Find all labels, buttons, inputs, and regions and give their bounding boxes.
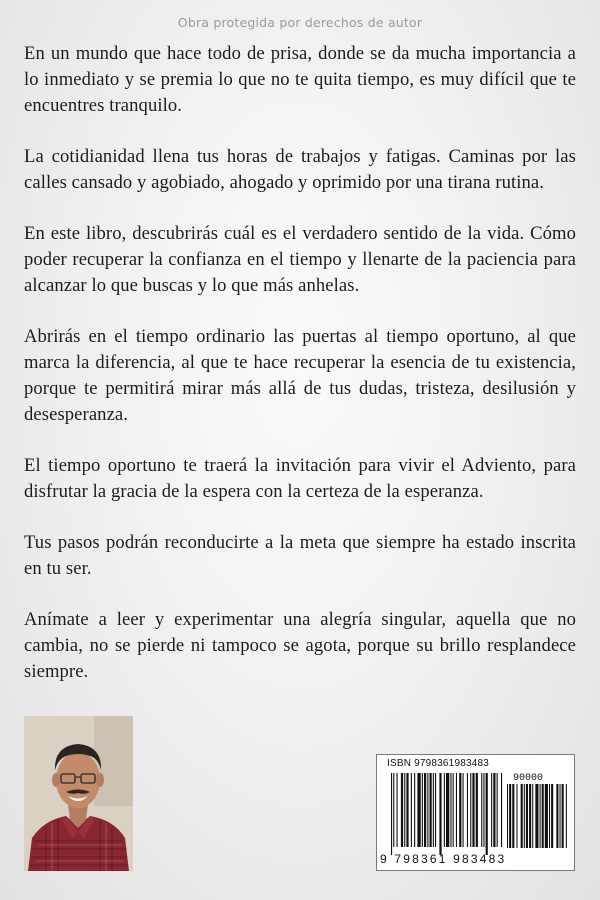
barcode-bar [472, 773, 474, 847]
barcode-bar [493, 773, 495, 847]
barcode-bar [414, 773, 415, 847]
copyright-watermark-top: Obra protegida por derechos de autor [177, 15, 423, 30]
barcode-bar [491, 773, 492, 847]
barcode-bar [483, 773, 484, 847]
barcode-bar [404, 773, 405, 847]
barcode-bar [393, 773, 394, 847]
barcode-bar [521, 784, 523, 848]
isbn-label: ISBN 9798361983483 [387, 758, 490, 769]
barcode-bar [439, 773, 441, 855]
barcode-bar [540, 784, 541, 848]
barcode-bar [556, 784, 558, 848]
barcode-bar [486, 773, 488, 855]
barcode-bar [512, 784, 514, 848]
author-photo [24, 716, 133, 871]
barcode-bar [463, 773, 464, 847]
barcode-bar [411, 773, 412, 847]
barcode-bar [481, 773, 482, 847]
barcode-digits: 9 798361 983483 [380, 852, 507, 866]
back-cover-blurb [24, 41, 576, 710]
barcode-bar [453, 773, 454, 847]
barcode-bar [397, 773, 398, 847]
ean13-barcode [391, 773, 503, 857]
barcode-bar [560, 784, 561, 848]
barcode-bar [535, 784, 538, 848]
barcode-bar [424, 773, 426, 847]
barcode-bar [497, 773, 498, 847]
barcode-bar [450, 773, 451, 847]
barcode-bar [467, 773, 468, 847]
barcode-bar [545, 784, 548, 848]
blurb-paragraph-4: Abrirás en el tiempo ordinario las puertas al tiempo oportuno, al que marca la diferencia, al que te hace recuperar la esencia de tu existencia, porque te permitirá mirar más allá de tus dudas, tristeza, desilusión y desesperanza. [24, 326, 576, 425]
barcode-bar [430, 773, 432, 847]
blurb-paragraph-1: En un mundo que hace todo de prisa, donde se da mucha importancia a lo inmediato y se premia lo que no te quita tiempo, es muy difícil que te encuentres tranquilo. [24, 43, 576, 116]
blurb-paragraph-6: Tus pasos podrán reconducirte a la meta que siempre ha estado inscrita en tu ser. [24, 532, 576, 579]
barcode-bar [542, 784, 544, 848]
barcode-bar [417, 773, 420, 847]
barcode-bar [459, 773, 461, 847]
addon-barcode [507, 784, 569, 850]
barcode-bar [526, 784, 528, 848]
barcode-bar [566, 784, 567, 848]
barcode-bar [516, 784, 517, 848]
barcode-bar [532, 784, 533, 848]
barcode-bar [470, 773, 471, 847]
barcode-bar [529, 784, 531, 848]
barcode-bar [406, 773, 408, 847]
barcode-bar [501, 773, 502, 847]
barcode-bar [435, 773, 436, 847]
blurb-paragraph-3: En este libro, descubrirás cuál es el verdadero sentido de la vida. Cómo poder recuperar la confianza en el tiempo y llenarte de la paciencia para alcanzar lo que buscas y lo que más anhelas. [24, 223, 576, 296]
barcode-bar [551, 784, 553, 848]
barcode-bar [446, 773, 449, 847]
barcode-bar [427, 773, 428, 847]
blurb-paragraph-2: La cotidianidad llena tus horas de trabajos y fatigas. Caminas por las calles cansado y agobiado, ahogado y oprimido por una tirana rutina. [24, 146, 576, 193]
price-code: 90000 [513, 773, 544, 784]
blurb-paragraph-7: Anímate a leer y experimentar una alegría singular, aquella que no cambia, no se pierde ni tampoco se agota, porque su brillo resplandece siempre. [24, 609, 576, 682]
barcode-bar [549, 784, 550, 848]
barcode-bar [456, 773, 457, 847]
barcode-bar [524, 784, 525, 848]
barcode-bar [391, 773, 392, 855]
barcode-bar [401, 773, 403, 847]
barcode-bar [507, 784, 508, 848]
blurb-paragraph-5: El tiempo oportuno te traerá la invitación para vivir el Adviento, para disfrutar la gracia de la espera con la certeza de la esperanza. [24, 455, 576, 502]
barcode-bar [422, 773, 423, 847]
isbn-barcode-box [376, 754, 575, 871]
barcode-bar [476, 773, 478, 847]
barcode-bar [509, 784, 511, 848]
barcode-bar [444, 773, 445, 847]
barcode-bar [433, 773, 434, 847]
barcode-bar [562, 784, 564, 848]
